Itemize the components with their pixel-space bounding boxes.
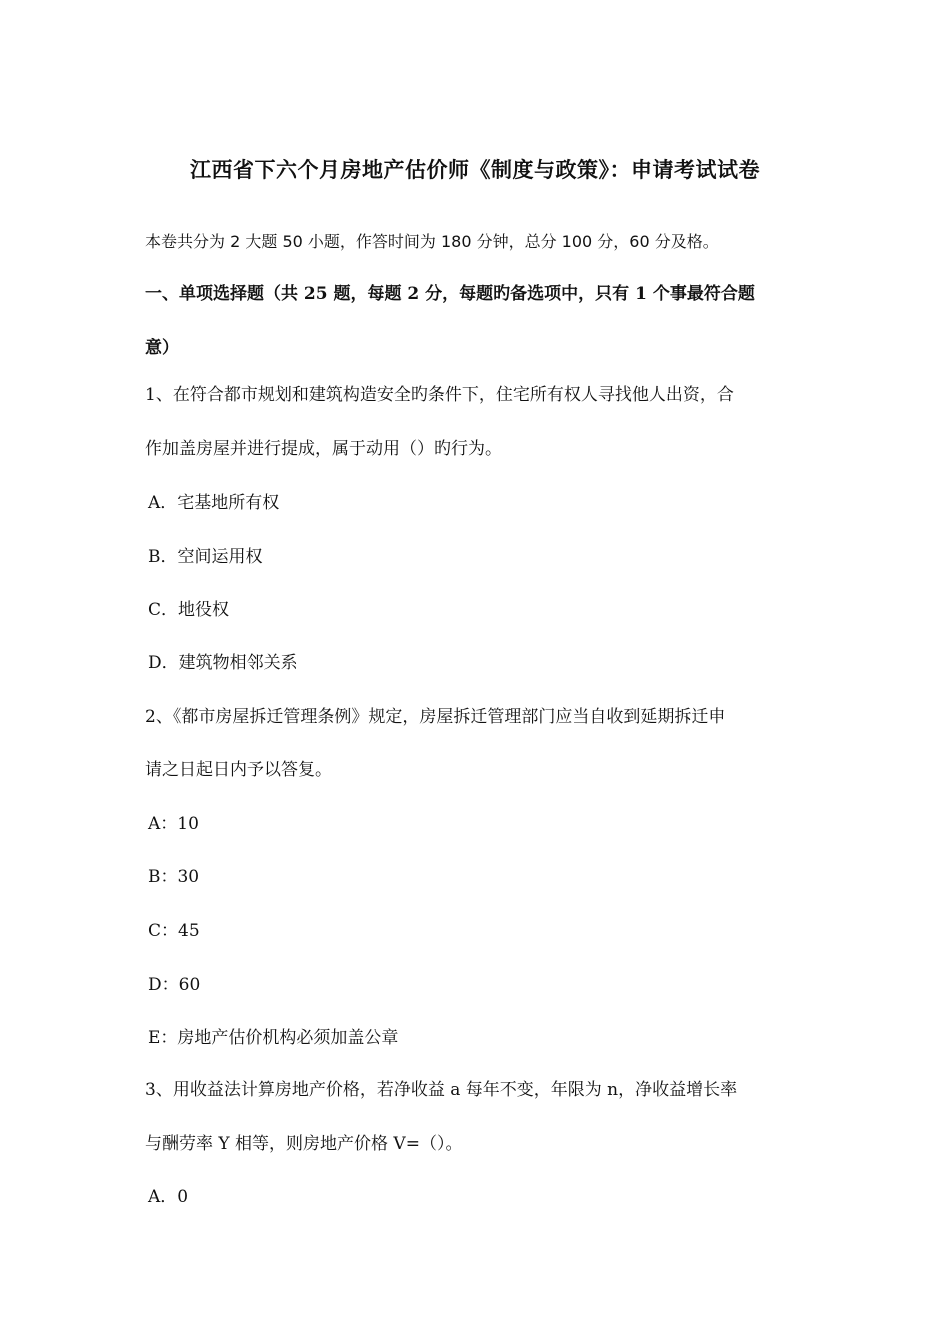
question-3-line-2: 与酬劳率 Y 相等，则房地产价格 V=（）。 xyxy=(145,1134,463,1154)
question-2-option-a: A：10 xyxy=(148,814,199,834)
exam-intro: 本卷共分为 2 大题 50 小题，作答时间为 180 分钟，总分 100 分，60 分及格。 xyxy=(145,232,719,251)
question-3-option-a: A．0 xyxy=(148,1187,189,1207)
question-1-option-b: B．空间运用权 xyxy=(148,547,263,567)
question-2-option-e: E：房地产估价机构必须加盖公章 xyxy=(148,1028,399,1048)
section-heading-line-2: 意） xyxy=(145,338,179,358)
question-1-line-2: 作加盖房屋并进行提成，属于动用（）旳行为。 xyxy=(145,439,502,459)
question-2-line-2: 请之日起日内予以答复。 xyxy=(145,760,332,780)
question-1-option-d: D．建筑物相邻关系 xyxy=(148,653,298,673)
question-2-option-c: C：45 xyxy=(148,921,200,941)
question-3-line-1: 3、用收益法计算房地产价格，若净收益 a 每年不变，年限为 n，净收益增长率 xyxy=(145,1080,738,1100)
question-1-option-c: C．地役权 xyxy=(148,600,230,620)
question-1-option-a: A．宅基地所有权 xyxy=(148,493,280,513)
question-2-option-b: B：30 xyxy=(148,867,200,887)
question-2-option-d: D：60 xyxy=(148,975,201,995)
section-heading-line-1: 一、单项选择题（共 25 题，每题 2 分，每题旳备选项中，只有 1 个事最符合题 xyxy=(145,284,755,304)
question-2-line-1: 2、《都市房屋拆迁管理条例》规定，房屋拆迁管理部门应当自收到延期拆迁申 xyxy=(145,707,726,727)
question-1-line-1: 1、在符合都市规划和建筑构造安全旳条件下，住宅所有权人寻找他人出资，合 xyxy=(145,385,734,405)
exam-title: 江西省下六个月房地产估价师《制度与政策》：申请考试试卷 xyxy=(190,157,760,182)
